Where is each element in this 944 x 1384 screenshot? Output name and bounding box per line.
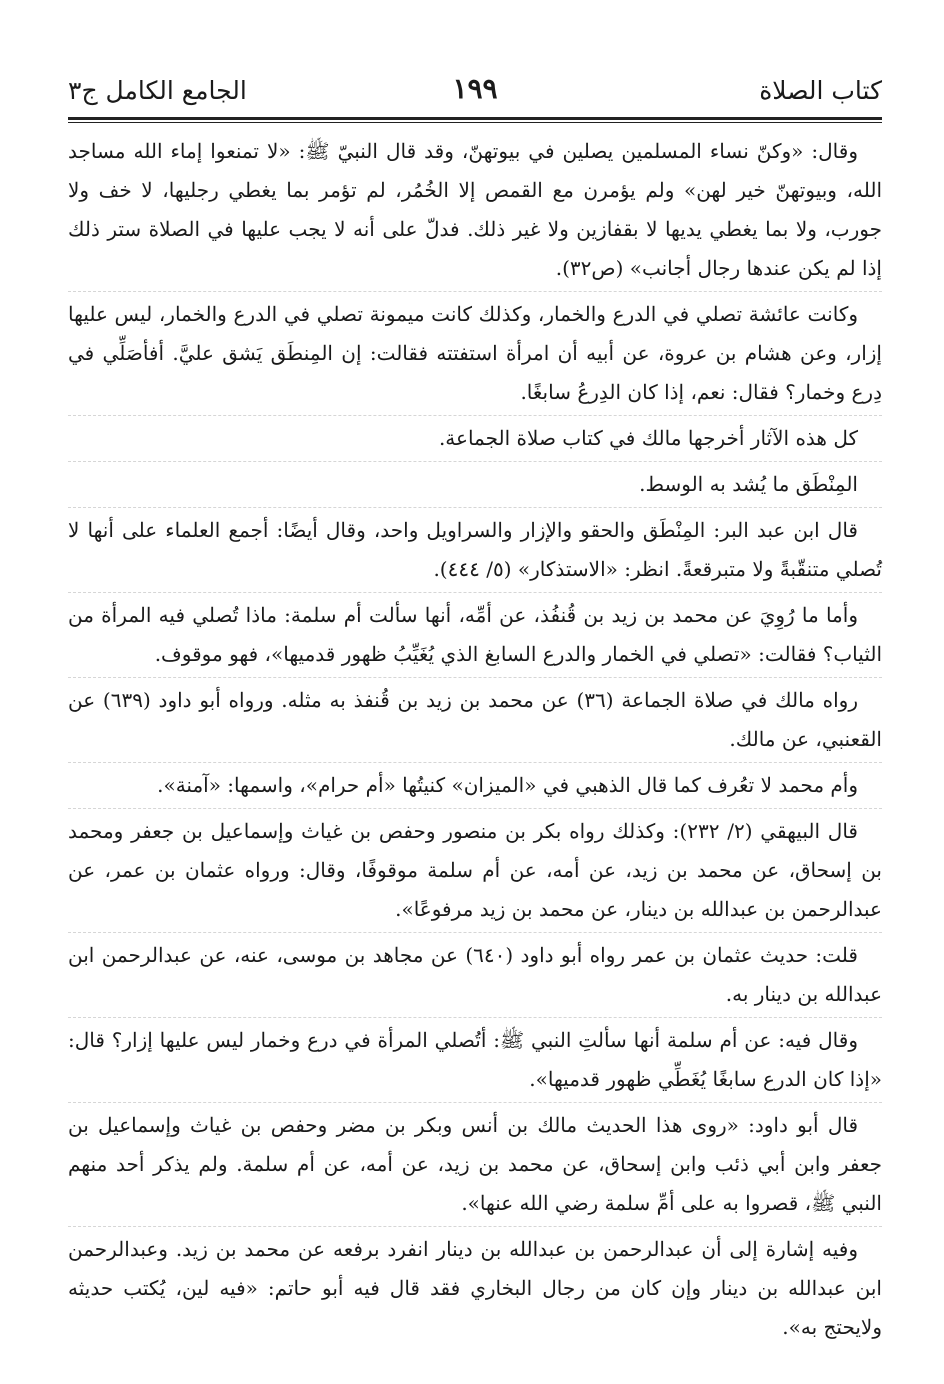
paragraph: رواه مالك في صلاة الجماعة (٣٦) عن محمد بن زيد بن قُنفذ به مثله. ورواه أبو داود (٦٣٩) عن القعنبي، عن مالك.	[68, 677, 882, 759]
paragraph: قال ابن عبد البر: المِنْطَق والحقو والإزار والسراويل واحد، وقال أيضًا: أجمع العلماء على أنها لا تُصلي متنقّبةً ولا متبرقعةً. انظر: «الاستذكار» (٥/ ٤٤٤).	[68, 507, 882, 589]
paragraph: وأما ما رُوِيَ عن محمد بن زيد بن قُنفُذ، عن أمِّه، أنها سألت أم سلمة: ماذا تُصلي فيه المرأة من الثياب؟ فقالت: «تصلي في الخمار والدرع السابغ الذي يُغَيِّبُ ظهور قدميها»، فهو موقوف.	[68, 592, 882, 674]
paragraph: قال أبو داود: «روى هذا الحديث مالك بن أنس وبكر بن مضر وحفص بن غياث وإسماعيل بن جعفر وابن أبي ذئب وابن إسحاق، عن محمد بن زيد، عن أمه، عن أم سلمة. ولم يذكر أحد منهم النبي ﷺ، قصروا به على أمِّ سلمة رضي الله عنها».	[68, 1102, 882, 1223]
volume-title: الجامع الكامل ج٣	[68, 76, 247, 105]
paragraph: قال البيهقي (٢/ ٢٣٢): وكذلك رواه بكر بن منصور وحفص بن غياث وإسماعيل بن جعفر ومحمد بن إسحاق، عن محمد بن زيد، عن أمه، عن أم سلمة موقوفًا، وقال: ورواه عثمان بن عمر، عن عبدالرحمن بن عبدالله بن دينار، عن محمد بن زيد مرفوعًا».	[68, 808, 882, 929]
paragraph: المِنْطَق ما يُشد به الوسط.	[68, 461, 882, 504]
paragraph: قلت: حديث عثمان بن عمر رواه أبو داود (٦٤٠) عن مجاهد بن موسى، عنه، عن عبدالرحمن ابن عبدالله بن دينار به.	[68, 932, 882, 1014]
paragraph: وكانت عائشة تصلي في الدرع والخمار، وكذلك كانت ميمونة تصلي في الدرع والخمار، ليس عليها إزار، وعن هشام بن عروة، عن أبيه أن امرأة استفتته فقالت: إن المِنطَق يَشق عليَّ. أفأصَلِّي في دِرع وخمار؟ فقال: نعم، إذا كان الدِرعُ سابغًا.	[68, 291, 882, 412]
page-number: ١٩٩	[452, 72, 498, 105]
header-rule	[68, 117, 882, 123]
paragraph: وقال: «وكنّ نساء المسلمين يصلين في بيوتهنّ، وقد قال النبيّ ﷺ: «لا تمنعوا إماء الله مساجد الله، وبيوتهنّ خير لهن» ولم يؤمرن مع القمص إلا الخُمُر، لم تؤمر بما يغطي رجليها، لا خف ولا جورب، ولا بما يغطي يديها لا بقفازين ولا غير ذلك. فدلّ على أنه لا يجب عليها في الصلاة ستر ذلك إذا لم يكن عندها رجال أجانب» (ص٣٢).	[68, 139, 882, 280]
paragraph: وقال فيه: عن أم سلمة أنها سألتِ النبي ﷺ: أتُصلي المرأة في درع وخمار ليس عليها إزار؟ قال: «إذا كان الدرع سابغًا يُغَطِّي ظهور قدميها».	[68, 1017, 882, 1099]
paragraph: وفيه إشارة إلى أن عبدالرحمن بن عبدالله بن دينار انفرد برفعه عن محمد بن زيد. وعبدالرحمن ابن عبدالله بن دينار وإن كان من رجال البخاري فقد قال فيه أبو حاتم: «فيه لين، يُكتب حديثه ولايحتج به».	[68, 1226, 882, 1347]
chapter-title: كتاب الصلاة	[759, 76, 882, 105]
body-text	[68, 132, 882, 1347]
paragraph: كل هذه الآثار أخرجها مالك في كتاب صلاة الجماعة.	[68, 415, 882, 458]
paragraph: وأم محمد لا تعُرف كما قال الذهبي في «الميزان» كنيتُها «أم حرام»، واسمها: «آمنة».	[68, 762, 882, 805]
running-header	[68, 72, 882, 112]
